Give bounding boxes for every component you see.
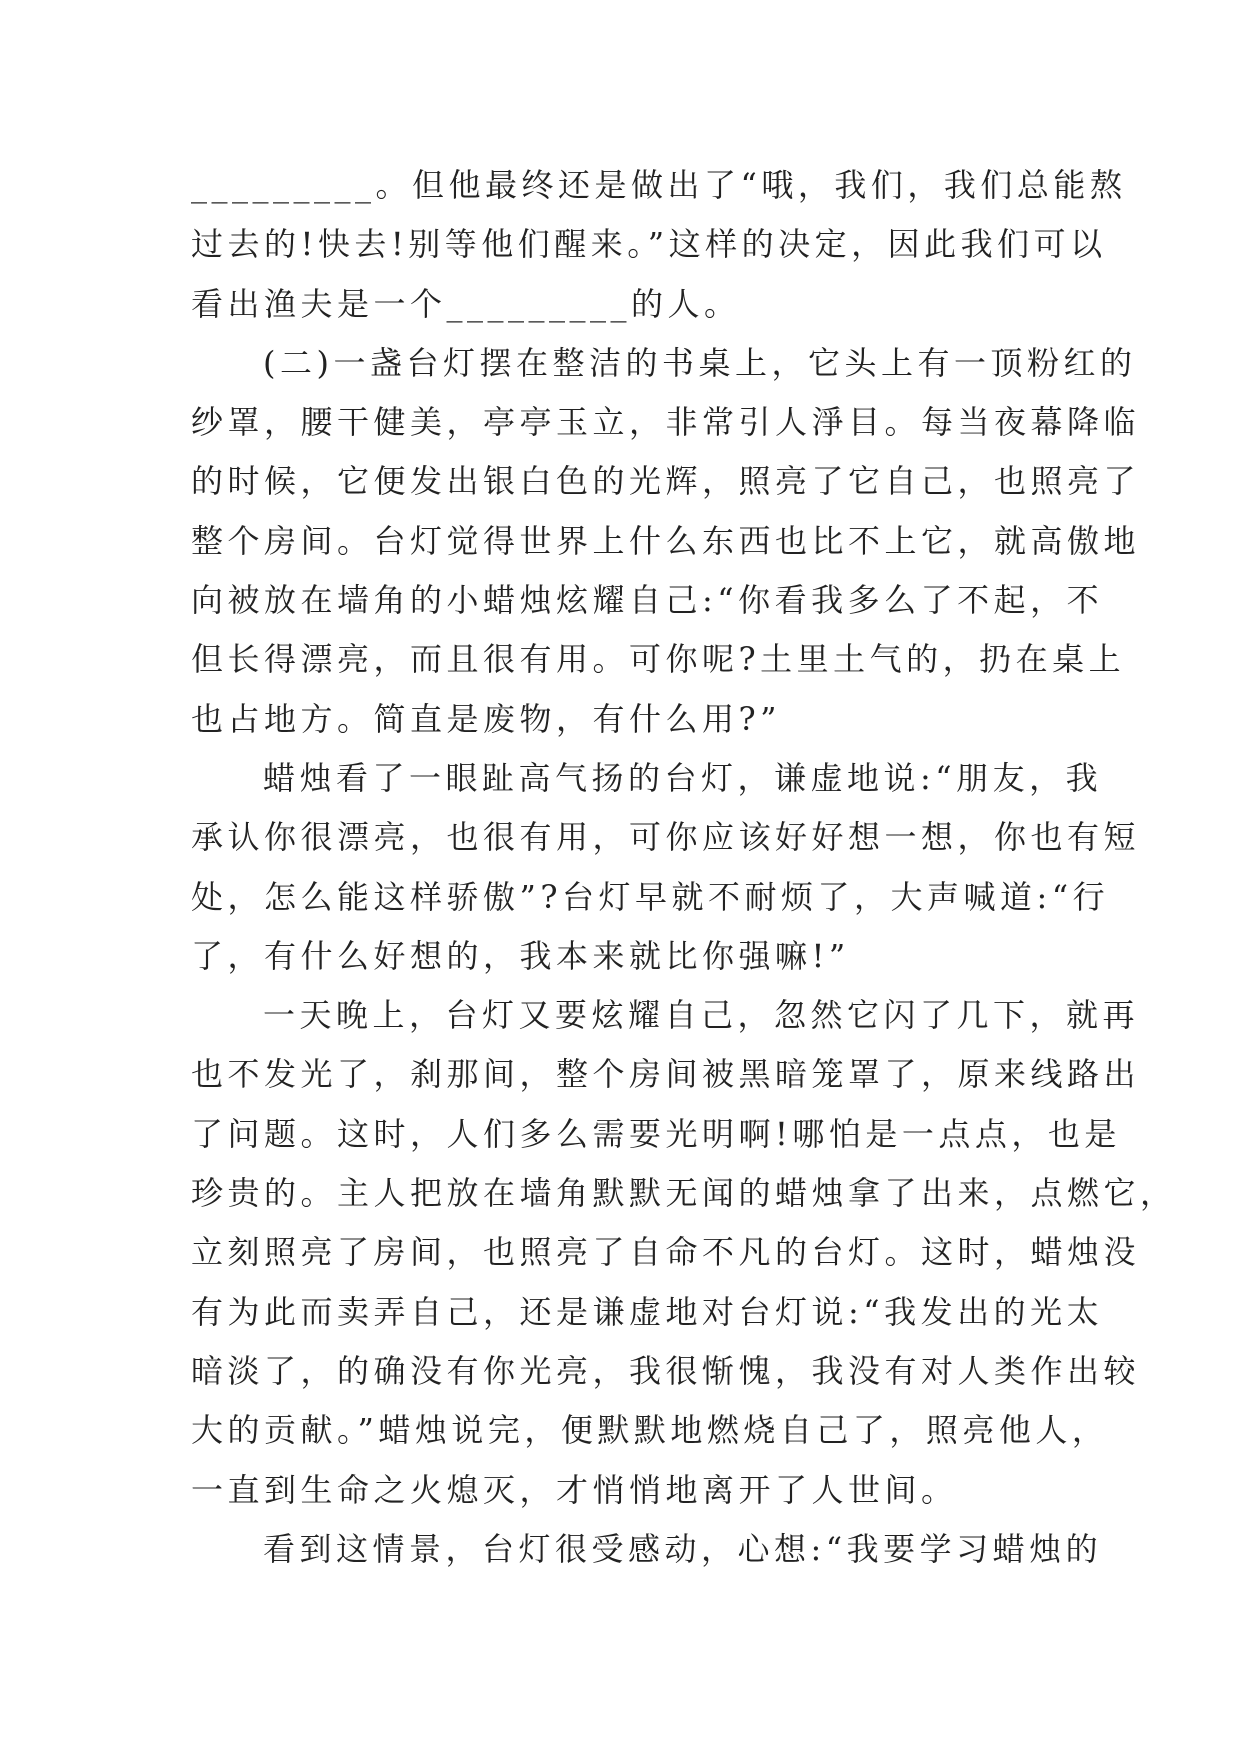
text-line: 也占地方。简直是废物，有什么用?”	[191, 699, 782, 738]
paragraph-start-line: (二)一盏台灯摆在整洁的书桌上，它头上有一顶粉红的	[263, 343, 1137, 382]
text-line: 的时候，它便发出银白色的光辉，照亮了它自己，也照亮了	[191, 462, 1141, 501]
text-line: 向被放在墙角的小蜡烛炫耀自己:“你看我多么了不起，不	[191, 581, 1104, 620]
text-line: 一直到生命之火熄灭，才悄悄地离开了人世间。	[191, 1470, 958, 1509]
text-line: 大的贡献。”蜡烛说完，便默默地燃烧自己了，照亮他人，	[191, 1411, 1109, 1450]
text-line: 纱罩，腰干健美，亭亭玉立，非常引人淨目。每当夜幕降临	[191, 403, 1141, 442]
text-line: 暗淡了，的确没有你光亮，我很惭愧，我没有对人类作出较	[191, 1351, 1141, 1390]
paragraph-start-line: 一天晚上，台灯又要炫耀自己，忽然它闪了几下，就再	[263, 996, 1140, 1035]
text-line: 立刻照亮了房间，也照亮了自命不凡的台灯。这时，蜡烛没	[191, 1233, 1141, 1272]
text-line: 了问题。这时，人们多么需要光明啊!哪怕是一点点，也是	[191, 1114, 1121, 1153]
text-line: 有为此而卖弄自己，还是谦虚地对台灯说:“我发出的光太	[191, 1292, 1104, 1331]
text-line: _________。但他最终还是做出了“哦，我们，我们总能熬	[191, 166, 1127, 204]
text-line: 珍贵的。主人把放在墙角默默无闻的蜡烛拿了出来，点燃它，	[191, 1174, 1177, 1213]
text-line: 整个房间。台灯觉得世界上什么东西也比不上它，就高傲地	[191, 521, 1141, 560]
text-line: 了，有什么好想的，我本来就比你强嘛!”	[191, 936, 850, 975]
text-line: 但长得漂亮，而且很有用。可你呢?土里土气的，扔在桌上	[191, 640, 1126, 679]
text-line: 过去的!快去!别等他们醒来。”这样的决定，因此我们可以	[191, 225, 1107, 264]
text-line: 也不发光了，刹那间，整个房间被黑暗笼罩了，原来线路出	[191, 1055, 1141, 1094]
text-line: 处，怎么能这样骄傲”?台灯早就不耐烦了，大声喊道:“行	[191, 877, 1110, 916]
paragraph-start-line: 蜡烛看了一眼趾高气扬的台灯，谦虚地说:“朋友，我	[263, 758, 1103, 797]
text-line: 看出渔夫是一个_________的人。	[191, 284, 741, 323]
paragraph-start-line: 看到这情景，台灯很受感动，心想:“我要学习蜡烛的	[263, 1529, 1103, 1568]
document-body	[191, 156, 1177, 1579]
text-line: 承认你很漂亮，也很有用，可你应该好好想一想，你也有短	[191, 818, 1141, 857]
